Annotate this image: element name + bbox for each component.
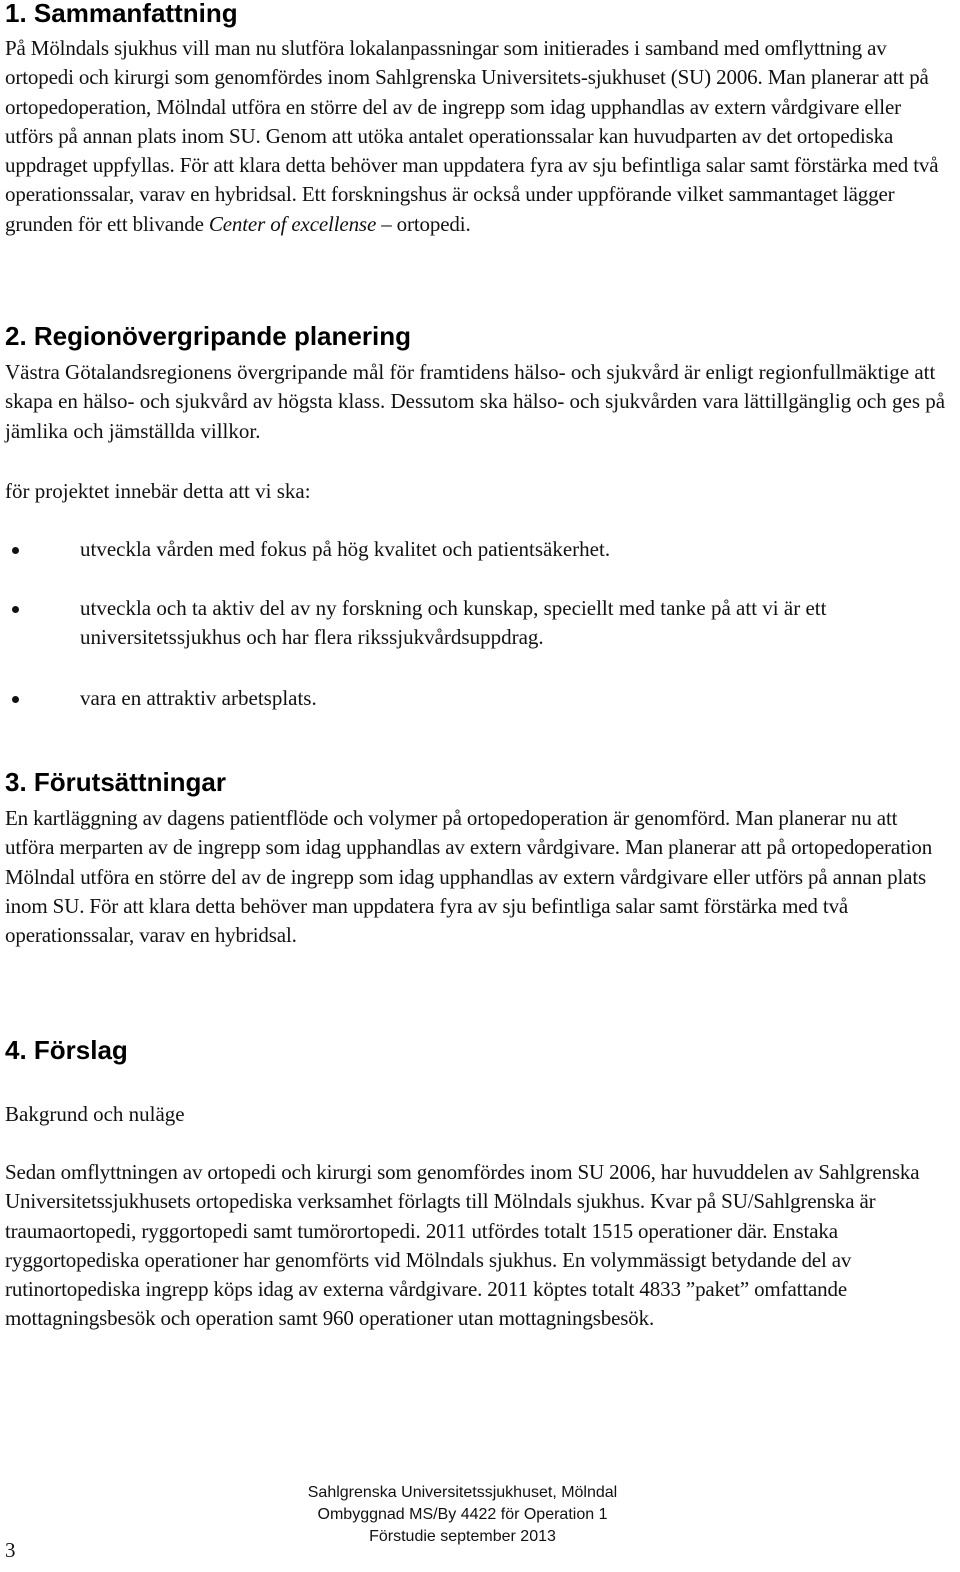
section-3-paragraph: En kartläggning av dagens patientflöde och volymer på ortopedoperation är genomförd. Man planerar nu att utföra merparten av de ingrepp som idag upphandlas av extern vårdgivare. Man planerar att på ortopedoperation Mölndal utföra en större del av de ingrepp som idag upphandlas av extern vårdgivare eller utförs på annan plats inom SU. För att klara detta behöver man uppdatera fyra av sju befintliga salar samt förstärka med två operationssalar, varav en hybridsal. <box>5 806 933 948</box>
section-1-paragraph: På Mölndals sjukhus vill man nu slutföra lokalanpassningar som initierades i samband med omflyttning av ortopedi och kirurgi som genomfördes inom Sahlgrenska Universitets-sjukhuset (SU) 2006. Man planerar att på ortopedoperation, Mölndal utföra en större del av de ingrepp som idag upphandlas av extern vårdgivare eller utförs på annan plats inom SU. Genom att utöka antalet operationssalar kan huvudparten av det ortopediska uppdraget uppfyllas. För att klara detta behöver man uppdatera fyra av sju befintliga salar samt förstärka med två operationssalar, varav en hybridsal. Ett forskningshus är också under uppförande vilket sammantaget lägger grunden för ett blivande Center of excellense – ortopedi. <box>5 36 939 236</box>
section-2-heading: 2. Regionövergripande planering <box>5 321 411 351</box>
footer-line: Förstudie september 2013 <box>369 1528 556 1545</box>
page-number: 3 <box>5 1538 16 1562</box>
bullet-icon <box>12 547 19 554</box>
footer-line: Ombyggnad MS/By 4422 för Operation 1 <box>317 1506 608 1523</box>
section-1-heading: 1. Sammanfattning <box>5 0 238 28</box>
section-4-paragraph: Sedan omflyttningen av ortopedi och kirurgi som genomfördes inom SU 2006, har huvuddelen av Sahlgrenska Universitetssjukhusets ortopediska verksamhet förlagts till Mölndals sjukhus. Kvar på SU/Sahlgrenska är traumaortopedi, ryggortopedi samt tumörortopedi. 2011 utfördes totalt 1515 operationer där. Enstaka ryggortopediska operationer har genomförts vid Mölndals sjukhus. En volymmässigt betydande del av rutinortopediska ingrepp köps idag av externa vårdgivare. 2011 köptes totalt 4833 ”paket” omfattande mottagningsbesök och operation samt 960 operationer utan mottagningsbesök. <box>5 1160 920 1331</box>
page-footer <box>300 1482 625 1548</box>
section-4-subheading: Bakgrund och nuläge <box>5 1102 185 1126</box>
section-2-paragraph: Västra Götalandsregionens övergripande mål för framtidens hälso- och sjukvård är enligt regionfullmäktige att skapa en hälso- och sjukvård av högsta klass. Dessutom ska hälso- och sjukvården vara lättillgänglig och ges på jämlika och jämställda villkor. <box>5 360 946 443</box>
section-3-heading: 3. Förutsättningar <box>5 767 227 797</box>
bullet-icon <box>12 606 19 613</box>
section-4-heading: 4. Förslag <box>5 1035 128 1065</box>
emphasis-text: Center of excellense <box>208 211 377 236</box>
bullet-icon <box>12 696 19 703</box>
footer-line: Sahlgrenska Universitetssjukhuset, Mölndal <box>307 1484 618 1501</box>
section-2-intro: för projektet innebär detta att vi ska: <box>5 479 311 503</box>
